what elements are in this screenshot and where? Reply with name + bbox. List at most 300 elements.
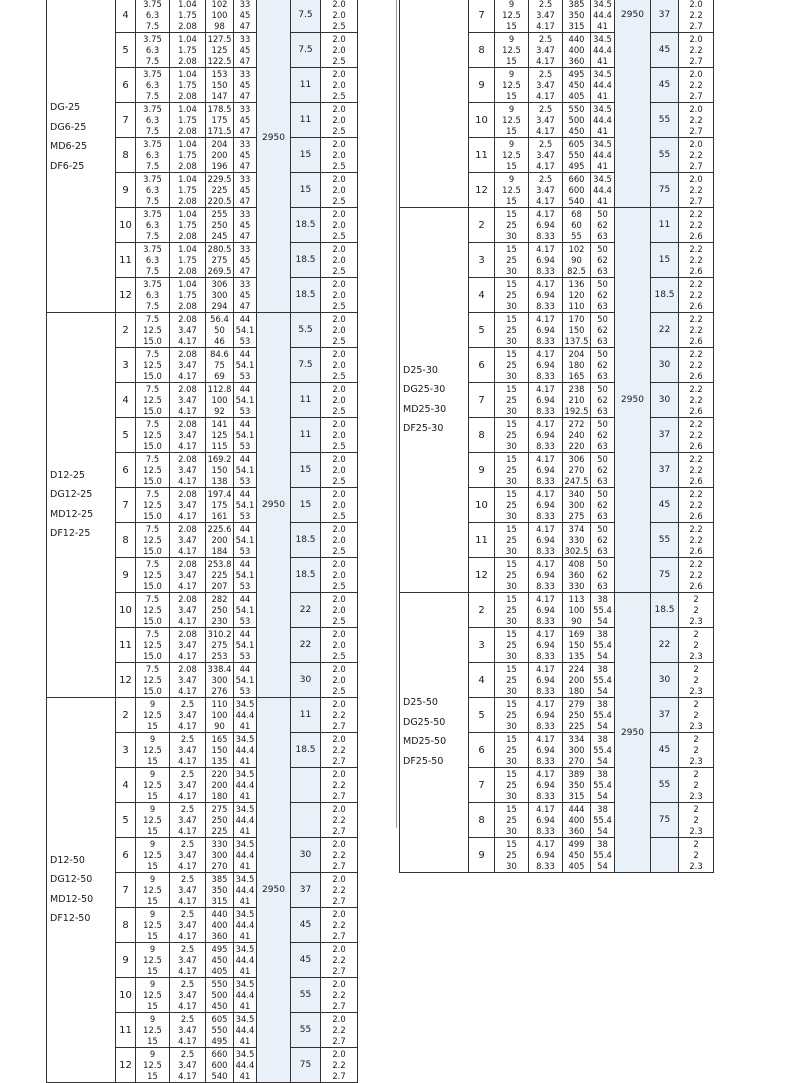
lps-value: 2.5 bbox=[538, 69, 553, 79]
eff-value: 34.5 bbox=[235, 699, 255, 709]
eff-cell bbox=[234, 523, 257, 558]
eff-value: 45 bbox=[239, 150, 251, 160]
npsh-cell bbox=[321, 243, 358, 278]
npsh-value: 2.0 bbox=[332, 244, 346, 254]
table-row bbox=[399, 838, 714, 873]
flow-value: 7.5 bbox=[145, 419, 160, 429]
npsh-value: 2.0 bbox=[332, 209, 346, 219]
flow-value: 15 bbox=[506, 161, 517, 171]
eff-value: 63 bbox=[597, 336, 608, 346]
lps-cell bbox=[170, 138, 206, 173]
flow-value: 7.5 bbox=[145, 301, 160, 311]
eff-value: 47 bbox=[239, 196, 251, 206]
head-value: 360 bbox=[568, 56, 585, 66]
head-cell bbox=[206, 523, 234, 558]
stage-value: 5 bbox=[122, 814, 129, 826]
lps-value: 1.75 bbox=[178, 255, 197, 265]
head-value: 127.5 bbox=[207, 34, 232, 44]
npsh-cell bbox=[679, 698, 714, 733]
npsh-value: 2.0 bbox=[332, 1049, 346, 1059]
flow-value: 12.5 bbox=[502, 185, 521, 195]
eff-value: 63 bbox=[597, 301, 608, 311]
head-cell bbox=[563, 383, 591, 418]
stage-cell bbox=[116, 138, 136, 173]
eff-value: 53 bbox=[239, 651, 251, 661]
flow-value: 12.5 bbox=[143, 920, 162, 930]
power-value: 15 bbox=[299, 185, 312, 195]
stage-value: 8 bbox=[122, 534, 129, 546]
head-cell bbox=[563, 418, 591, 453]
power-value: 30 bbox=[658, 395, 671, 405]
eff-value: 33 bbox=[239, 34, 251, 44]
eff-value: 41 bbox=[597, 161, 608, 171]
npsh-value: 2.6 bbox=[689, 301, 703, 311]
head-cell bbox=[206, 558, 234, 593]
head-value: 300 bbox=[211, 675, 228, 685]
eff-value: 34.5 bbox=[593, 139, 612, 149]
npsh-value: 2.5 bbox=[332, 581, 346, 591]
eff-value: 54.1 bbox=[235, 360, 255, 370]
lps-value: 2.5 bbox=[180, 944, 195, 954]
npsh-value: 2.0 bbox=[332, 524, 346, 534]
table-row bbox=[46, 348, 358, 383]
head-value: 350 bbox=[568, 780, 585, 790]
flow-value: 30 bbox=[506, 371, 517, 381]
npsh-value: 2.3 bbox=[689, 826, 703, 836]
head-value: 100 bbox=[211, 710, 228, 720]
head-value: 135 bbox=[568, 651, 585, 661]
flow-cell bbox=[495, 0, 529, 33]
npsh-value: 2.0 bbox=[332, 944, 346, 954]
head-value: 660 bbox=[568, 174, 585, 184]
lps-value: 4.17 bbox=[536, 349, 555, 359]
npsh-cell bbox=[321, 628, 358, 663]
power-cell bbox=[651, 733, 679, 768]
lps-cell bbox=[529, 103, 563, 138]
lps-value: 4.17 bbox=[536, 196, 555, 206]
eff-cell bbox=[591, 68, 615, 103]
head-cell bbox=[563, 208, 591, 243]
stage-cell bbox=[469, 733, 495, 768]
npsh-cell bbox=[321, 663, 358, 698]
npsh-value: 2.2 bbox=[689, 150, 703, 160]
flow-cell bbox=[495, 103, 529, 138]
npsh-value: 2 bbox=[693, 850, 699, 860]
flow-cell bbox=[495, 173, 529, 208]
head-value: 92 bbox=[214, 406, 225, 416]
flow-cell bbox=[495, 558, 529, 593]
lps-value: 4.17 bbox=[178, 546, 197, 556]
npsh-value: 2.0 bbox=[332, 419, 346, 429]
lps-value: 3.47 bbox=[178, 710, 197, 720]
stage-cell bbox=[116, 698, 136, 733]
power-value: 15 bbox=[658, 255, 671, 265]
npsh-value: 2.6 bbox=[689, 511, 703, 521]
head-value: 112.8 bbox=[207, 384, 232, 394]
flow-value: 6.3 bbox=[145, 290, 160, 300]
eff-value: 62 bbox=[597, 465, 608, 475]
head-value: 340 bbox=[568, 489, 585, 499]
flow-value: 15.0 bbox=[143, 616, 162, 626]
npsh-value: 2.0 bbox=[332, 594, 346, 604]
stage-cell bbox=[116, 208, 136, 243]
npsh-value: 2.5 bbox=[332, 476, 346, 486]
stage-value: 5 bbox=[122, 44, 129, 56]
eff-value: 33 bbox=[239, 0, 251, 9]
npsh-value: 2.0 bbox=[689, 69, 703, 79]
flow-cell bbox=[136, 138, 170, 173]
npsh-cell bbox=[321, 803, 358, 838]
stage-cell bbox=[116, 733, 136, 768]
npsh-value: 2.0 bbox=[689, 104, 703, 114]
flow-value: 12.5 bbox=[143, 360, 162, 370]
eff-value: 45 bbox=[239, 45, 251, 55]
flow-value: 25 bbox=[506, 395, 517, 405]
npsh-value: 2.7 bbox=[332, 861, 346, 871]
npsh-value: 2.0 bbox=[332, 10, 346, 20]
npsh-value: 2.0 bbox=[332, 629, 346, 639]
head-cell bbox=[563, 593, 591, 628]
head-value: 200 bbox=[211, 150, 228, 160]
model-name: D25-30 bbox=[403, 364, 438, 376]
lps-value: 2.5 bbox=[538, 34, 553, 44]
lps-value: 4.17 bbox=[178, 721, 197, 731]
eff-value: 41 bbox=[239, 791, 251, 801]
head-value: 360 bbox=[568, 826, 585, 836]
eff-value: 44 bbox=[239, 454, 251, 464]
head-cell bbox=[206, 803, 234, 838]
stage-cell bbox=[116, 803, 136, 838]
eff-cell bbox=[591, 418, 615, 453]
eff-cell bbox=[591, 348, 615, 383]
eff-cell bbox=[234, 803, 257, 838]
head-cell bbox=[563, 523, 591, 558]
npsh-value: 2.2 bbox=[689, 524, 703, 534]
eff-value: 34.5 bbox=[593, 104, 612, 114]
lps-value: 1.75 bbox=[178, 150, 197, 160]
power-value: 11 bbox=[299, 395, 312, 405]
eff-value: 44 bbox=[239, 349, 251, 359]
power-value: 30 bbox=[658, 675, 671, 685]
head-value: 600 bbox=[568, 185, 585, 195]
head-value: 550 bbox=[211, 979, 228, 989]
flow-value: 6.3 bbox=[145, 10, 160, 20]
stage-value: 6 bbox=[478, 359, 485, 371]
npsh-value: 2.6 bbox=[689, 406, 703, 416]
head-value: 275 bbox=[211, 640, 228, 650]
speed-value: 2950 bbox=[621, 395, 644, 405]
flow-value: 25 bbox=[506, 815, 517, 825]
speed-value: 2950 bbox=[262, 885, 285, 895]
head-value: 450 bbox=[568, 126, 585, 136]
lps-value: 8.33 bbox=[536, 861, 555, 871]
stage-value: 12 bbox=[119, 289, 132, 301]
table-row bbox=[46, 978, 358, 1013]
table-row bbox=[399, 348, 714, 383]
eff-value: 50 bbox=[597, 279, 608, 289]
flow-value: 12.5 bbox=[143, 395, 162, 405]
flow-value: 9 bbox=[149, 699, 156, 709]
eff-value: 33 bbox=[239, 69, 251, 79]
head-value: 68 bbox=[571, 209, 582, 219]
eff-value: 44.4 bbox=[235, 745, 255, 755]
npsh-value: 2.6 bbox=[689, 546, 703, 556]
npsh-value: 2.0 bbox=[332, 769, 346, 779]
head-value: 220.5 bbox=[207, 196, 232, 206]
lps-value: 6.94 bbox=[536, 850, 555, 860]
eff-cell bbox=[234, 418, 257, 453]
flow-value: 6.3 bbox=[145, 220, 160, 230]
npsh-value: 2.0 bbox=[689, 34, 703, 44]
table-row bbox=[46, 838, 358, 873]
power-value: 7.5 bbox=[298, 45, 313, 55]
eff-value: 44.4 bbox=[235, 815, 255, 825]
npsh-value: 2.2 bbox=[689, 255, 703, 265]
power-value: 37 bbox=[658, 430, 671, 440]
eff-value: 50 bbox=[597, 524, 608, 534]
lps-value: 8.33 bbox=[536, 441, 555, 451]
power-value: 22 bbox=[299, 605, 312, 615]
head-cell bbox=[563, 278, 591, 313]
eff-value: 50 bbox=[597, 244, 608, 254]
stage-cell bbox=[469, 33, 495, 68]
npsh-cell bbox=[679, 383, 714, 418]
head-value: 374 bbox=[568, 524, 585, 534]
lps-value: 6.94 bbox=[536, 395, 555, 405]
npsh-value: 2.7 bbox=[332, 1071, 346, 1081]
flow-cell bbox=[495, 383, 529, 418]
stage-cell bbox=[116, 103, 136, 138]
lps-cell bbox=[529, 488, 563, 523]
lps-value: 6.94 bbox=[536, 640, 555, 650]
head-cell bbox=[563, 243, 591, 278]
eff-value: 63 bbox=[597, 371, 608, 381]
power-cell bbox=[291, 558, 321, 593]
stage-cell bbox=[469, 173, 495, 208]
lps-cell bbox=[170, 208, 206, 243]
lps-value: 2.08 bbox=[178, 524, 197, 534]
stage-value: 2 bbox=[122, 324, 129, 336]
lps-value: 4.17 bbox=[536, 524, 555, 534]
table-row bbox=[46, 1013, 358, 1048]
npsh-value: 2.0 bbox=[332, 104, 346, 114]
flow-value: 15 bbox=[506, 244, 517, 254]
power-value: 7.5 bbox=[298, 10, 313, 20]
stage-cell bbox=[116, 383, 136, 418]
eff-cell bbox=[591, 803, 615, 838]
eff-cell bbox=[591, 523, 615, 558]
flow-value: 3.75 bbox=[143, 209, 162, 219]
head-value: 440 bbox=[211, 909, 228, 919]
eff-value: 34.5 bbox=[235, 944, 255, 954]
npsh-value: 2.0 bbox=[332, 979, 346, 989]
flow-cell bbox=[495, 348, 529, 383]
flow-value: 7.5 bbox=[145, 629, 160, 639]
flow-cell bbox=[136, 313, 170, 348]
npsh-cell bbox=[679, 33, 714, 68]
flow-value: 25 bbox=[506, 220, 517, 230]
npsh-value: 2.2 bbox=[689, 500, 703, 510]
stage-cell bbox=[469, 243, 495, 278]
eff-value: 54.1 bbox=[235, 640, 255, 650]
stage-cell bbox=[116, 33, 136, 68]
head-value: 141 bbox=[211, 419, 228, 429]
flow-value: 9 bbox=[149, 804, 156, 814]
stage-cell bbox=[469, 208, 495, 243]
npsh-cell bbox=[321, 978, 358, 1013]
table-row bbox=[399, 33, 714, 68]
npsh-cell bbox=[321, 313, 358, 348]
table-row bbox=[46, 453, 358, 488]
flow-cell bbox=[136, 908, 170, 943]
npsh-cell bbox=[679, 278, 714, 313]
lps-value: 4.17 bbox=[536, 454, 555, 464]
stage-value: 2 bbox=[122, 709, 129, 721]
power-cell bbox=[651, 803, 679, 838]
stage-cell bbox=[116, 453, 136, 488]
stage-value: 5 bbox=[122, 429, 129, 441]
stage-cell bbox=[116, 558, 136, 593]
npsh-value: 2.3 bbox=[689, 791, 703, 801]
npsh-cell bbox=[321, 1013, 358, 1048]
head-value: 150 bbox=[568, 640, 585, 650]
head-value: 495 bbox=[568, 161, 585, 171]
npsh-cell bbox=[321, 103, 358, 138]
npsh-value: 2.7 bbox=[332, 896, 346, 906]
head-cell bbox=[206, 593, 234, 628]
head-value: 138 bbox=[211, 476, 228, 486]
lps-value: 6.94 bbox=[536, 535, 555, 545]
lps-value: 3.47 bbox=[178, 465, 197, 475]
eff-value: 33 bbox=[239, 244, 251, 254]
eff-value: 62 bbox=[597, 325, 608, 335]
eff-value: 54.1 bbox=[235, 430, 255, 440]
eff-cell bbox=[591, 138, 615, 173]
stage-value: 9 bbox=[122, 954, 129, 966]
head-value: 495 bbox=[211, 1036, 228, 1046]
head-value: 660 bbox=[211, 1049, 228, 1059]
lps-value: 4.17 bbox=[178, 476, 197, 486]
power-value: 18.5 bbox=[295, 570, 316, 580]
power-cell bbox=[291, 1013, 321, 1048]
model-name: DG12-25 bbox=[50, 489, 93, 500]
npsh-value: 2 bbox=[693, 710, 699, 720]
npsh-cell bbox=[679, 838, 714, 873]
power-value: 5.5 bbox=[298, 325, 313, 335]
table-row bbox=[399, 733, 714, 768]
head-value: 315 bbox=[568, 21, 585, 31]
head-value: 90 bbox=[571, 616, 582, 626]
npsh-value: 2.0 bbox=[332, 605, 346, 615]
npsh-value: 2.0 bbox=[332, 34, 346, 44]
table-row bbox=[46, 278, 358, 313]
flow-value: 15 bbox=[147, 1071, 158, 1081]
lps-value: 6.94 bbox=[536, 710, 555, 720]
lps-cell bbox=[170, 33, 206, 68]
head-cell bbox=[206, 943, 234, 978]
head-value: 102 bbox=[211, 0, 228, 9]
flow-cell bbox=[136, 453, 170, 488]
flow-value: 25 bbox=[506, 570, 517, 580]
npsh-cell bbox=[321, 278, 358, 313]
head-cell bbox=[206, 873, 234, 908]
head-cell bbox=[206, 1013, 234, 1048]
npsh-value: 2.0 bbox=[332, 535, 346, 545]
eff-value: 54 bbox=[597, 826, 608, 836]
npsh-value: 2.0 bbox=[332, 255, 346, 265]
stage-value: 11 bbox=[119, 254, 132, 266]
stage-value: 7 bbox=[478, 9, 485, 21]
eff-value: 54.1 bbox=[235, 570, 255, 580]
flow-value: 3.75 bbox=[143, 0, 162, 9]
eff-value: 38 bbox=[597, 699, 608, 709]
flow-value: 30 bbox=[506, 651, 517, 661]
flow-value: 15 bbox=[147, 966, 158, 976]
head-cell bbox=[206, 838, 234, 873]
head-value: 55 bbox=[571, 231, 582, 241]
flow-cell bbox=[136, 803, 170, 838]
stage-cell bbox=[116, 243, 136, 278]
eff-cell bbox=[234, 908, 257, 943]
lps-value: 2.08 bbox=[178, 196, 197, 206]
flow-cell bbox=[136, 103, 170, 138]
stage-value: 11 bbox=[475, 534, 488, 546]
lps-value: 4.17 bbox=[178, 651, 197, 661]
lps-value: 3.47 bbox=[178, 885, 197, 895]
head-value: 450 bbox=[211, 1001, 228, 1011]
model-name: D12-25 bbox=[50, 469, 85, 481]
npsh-value: 2.2 bbox=[332, 815, 346, 825]
stage-value: 10 bbox=[475, 499, 488, 511]
head-value: 400 bbox=[568, 45, 585, 55]
head-value: 310.2 bbox=[207, 629, 232, 639]
npsh-cell bbox=[679, 208, 714, 243]
lps-value: 8.33 bbox=[536, 301, 555, 311]
lps-value: 2.5 bbox=[180, 699, 195, 709]
stage-value: 6 bbox=[122, 79, 129, 91]
eff-value: 50 bbox=[597, 419, 608, 429]
flow-value: 6.3 bbox=[145, 255, 160, 265]
lps-cell bbox=[529, 418, 563, 453]
eff-cell bbox=[234, 593, 257, 628]
lps-cell bbox=[170, 558, 206, 593]
npsh-cell bbox=[321, 733, 358, 768]
npsh-value: 2.7 bbox=[332, 931, 346, 941]
lps-cell bbox=[170, 348, 206, 383]
flow-value: 6.3 bbox=[145, 115, 160, 125]
table-row bbox=[46, 768, 358, 803]
head-value: 165 bbox=[211, 734, 228, 744]
npsh-value: 2.7 bbox=[332, 826, 346, 836]
npsh-value: 2.0 bbox=[332, 279, 346, 289]
flow-value: 30 bbox=[506, 791, 517, 801]
lps-value: 2.08 bbox=[178, 21, 197, 31]
flow-value: 9 bbox=[508, 139, 515, 149]
head-value: 178.5 bbox=[207, 104, 232, 114]
head-value: 300 bbox=[211, 290, 228, 300]
stage-value: 4 bbox=[478, 674, 485, 686]
npsh-value: 2 bbox=[693, 675, 699, 685]
flow-value: 15 bbox=[506, 279, 517, 289]
head-value: 240 bbox=[568, 430, 585, 440]
stage-value: 8 bbox=[122, 919, 129, 931]
power-value: 18.5 bbox=[654, 290, 675, 300]
flow-cell bbox=[136, 558, 170, 593]
stage-cell bbox=[116, 278, 136, 313]
power-cell bbox=[291, 768, 321, 803]
lps-value: 1.04 bbox=[178, 34, 197, 44]
lps-value: 4.17 bbox=[178, 406, 197, 416]
